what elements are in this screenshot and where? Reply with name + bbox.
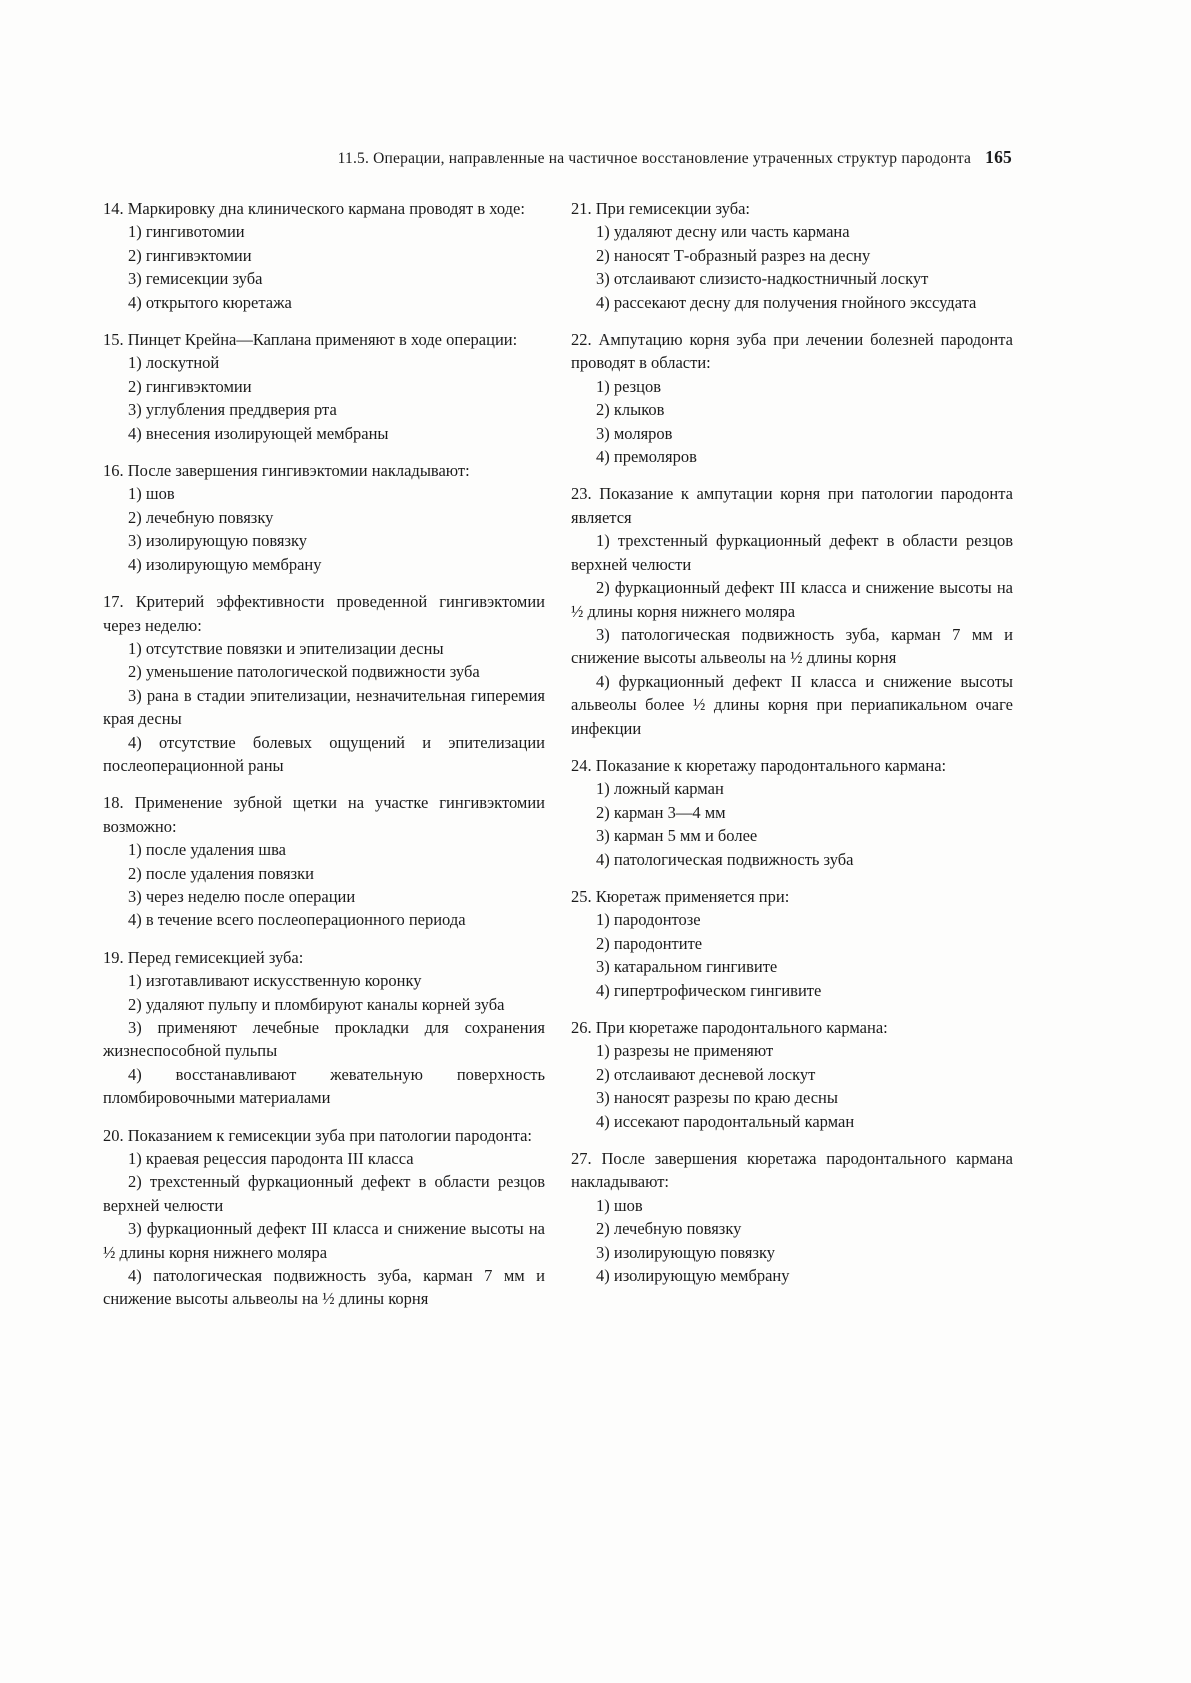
question-option: 3) изолирующую повязку: [128, 531, 308, 551]
question-27: [571, 1147, 1013, 1287]
question-option: 1) изготавливают искусственную коронку: [128, 971, 422, 991]
question-option: 4) рассекают десну для получения гнойного экссудата: [596, 292, 977, 312]
question-option: 4) в течение всего послеоперационного периода: [128, 910, 466, 930]
page-number: 165: [985, 147, 1012, 167]
question-20: [103, 1124, 545, 1311]
question-option: 3) углубления преддверия рта: [128, 400, 337, 420]
question-stem: 27. После завершения кюретажа пародонтального кармана накладывают:: [571, 1149, 1013, 1192]
question-option: 4) изолирующую мембрану: [128, 554, 322, 574]
question-option: 3) моляров: [596, 423, 673, 443]
running-header: [100, 147, 1012, 168]
question-stem: 24. Показание к кюретажу пародонтального кармана:: [571, 755, 947, 775]
question-stem: 18. Применение зубной щетки на участке гингивэктомии возможно:: [103, 793, 545, 836]
column-right: [571, 197, 1013, 1325]
question-stem: 20. Показанием к гемисекции зуба при патологии пародонта:: [103, 1125, 533, 1145]
text-columns: [103, 197, 1013, 1325]
question-option: 3) через неделю после операции: [128, 886, 356, 906]
question-option: 2) удаляют пульпу и пломбируют каналы корней зуба: [128, 994, 505, 1014]
question-option: 4) премоляров: [596, 447, 697, 467]
question-option: 4) иссекают пародонтальный карман: [596, 1111, 855, 1131]
question-option: 1) после удаления шва: [128, 840, 286, 860]
question-option: 2) уменьшение патологической подвижности зуба: [128, 662, 480, 682]
question-23: [571, 482, 1013, 739]
question-option: 1) гингивотомии: [128, 222, 245, 242]
question-option: 1) лоскутной: [128, 353, 220, 373]
question-option: 3) гемисекции зуба: [128, 269, 263, 289]
question-option: 2) лечебную повязку: [128, 507, 274, 527]
question-option: 1) краевая рецессия пародонта III класса: [128, 1149, 414, 1169]
question-25: [571, 885, 1013, 1002]
question-option: 4) восстанавливают жевательную поверхность пломбировочными материалами: [103, 1064, 545, 1108]
question-option: 4) патологическая подвижность зуба: [596, 849, 854, 869]
question-stem: 15. Пинцет Крейна—Каплана применяют в ходе операции:: [103, 330, 518, 350]
question-option: 2) пародонтите: [596, 933, 703, 953]
question-option: 1) шов: [128, 484, 175, 504]
question-option: 2) карман 3—4 мм: [596, 802, 726, 822]
question-stem: 22. Ампутацию корня зуба при лечении болезней пародонта проводят в области:: [571, 330, 1013, 373]
question-stem: 26. При кюретаже пародонтального кармана:: [571, 1018, 888, 1037]
question-stem: 25. Кюретаж применяется при:: [571, 886, 790, 906]
question-option: 2) после удаления повязки: [128, 863, 314, 883]
question-option: 3) отслаивают слизисто-надкостничный лоскут: [596, 269, 929, 289]
question-option: 3) рана в стадии эпителизации, незначительная гиперемия края десны: [103, 685, 545, 729]
question-option: 1) резцов: [596, 376, 662, 396]
question-16: [103, 459, 545, 576]
question-17: [103, 590, 545, 777]
question-stem: 19. Перед гемисекцией зуба:: [103, 947, 304, 967]
question-option: 2) трехстенный фуркационный дефект в области резцов верхней челюсти: [103, 1172, 545, 1215]
question-option: 1) отсутствие повязки и эпителизации десны: [128, 638, 444, 658]
question-option: 4) изолирующую мембрану: [596, 1266, 790, 1286]
question-stem: 23. Показание к ампутации корня при патологии пародонта является: [571, 484, 1013, 527]
question-21: [571, 197, 1013, 314]
question-option: 1) трехстенный фуркационный дефект в области резцов верхней челюсти: [571, 531, 1013, 574]
question-option: 1) шов: [596, 1195, 643, 1215]
question-stem: 21. При гемисекции зуба:: [571, 199, 751, 218]
question-option: 4) внесения изолирующей мембраны: [128, 423, 389, 443]
question-option: 2) фуркационный дефект III класса и снижение высоты на ½ длины корня нижнего моляра: [571, 578, 1013, 621]
column-left: [103, 197, 545, 1325]
question-option: 1) разрезы не применяют: [596, 1041, 774, 1061]
question-26: [571, 1016, 1013, 1133]
question-option: 3) применяют лечебные прокладки для сохранения жизнеспособной пульпы: [103, 1018, 545, 1061]
question-option: 3) изолирующую повязку: [596, 1242, 776, 1262]
question-19: [103, 946, 545, 1110]
question-option: 3) патологическая подвижность зуба, карман 7 мм и снижение высоты альвеолы на ½ длины корня: [571, 624, 1013, 668]
question-15: [103, 328, 545, 445]
question-24: [571, 754, 1013, 871]
question-option: 2) отслаивают десневой лоскут: [596, 1064, 816, 1084]
question-option: 1) удаляют десну или часть кармана: [596, 222, 850, 242]
section-title: 11.5. Операции, направленные на частичное восстановление утраченных структур пародонта: [337, 150, 972, 167]
question-option: 3) наносят разрезы по краю десны: [596, 1088, 838, 1108]
question-option: 3) катаральном гингивите: [596, 957, 778, 977]
question-stem: 16. После завершения гингивэктомии накладывают:: [103, 461, 470, 481]
question-stem: 14. Маркировку дна клинического кармана проводят в ходе:: [103, 199, 525, 218]
question-14: [103, 197, 545, 314]
question-option: 3) карман 5 мм и более: [596, 826, 758, 846]
question-option: 2) наносят Т-образный разрез на десну: [596, 245, 871, 265]
question-option: 1) пародонтозе: [596, 910, 701, 930]
question-option: 2) гингивэктомии: [128, 376, 252, 396]
question-option: 4) патологическая подвижность зуба, карман 7 мм и снижение высоты альвеолы на ½ длины корня: [103, 1266, 545, 1309]
question-stem: 17. Критерий эффективности проведенной гингивэктомии через неделю:: [103, 592, 545, 635]
question-option: 4) отсутствие болевых ощущений и эпителизации послеоперационной раны: [103, 732, 545, 775]
question-option: 4) гипертрофическом гингивите: [596, 980, 822, 1000]
question-22: [571, 328, 1013, 468]
question-option: 4) фуркационный дефект II класса и снижение высоты альвеолы более ½ длины корня при периапикальном очаге инфекции: [571, 671, 1013, 738]
question-option: 2) клыков: [596, 400, 665, 420]
question-option: 3) фуркационный дефект III класса и снижение высоты на ½ длины корня нижнего моляра: [103, 1219, 545, 1262]
question-option: 2) лечебную повязку: [596, 1219, 742, 1239]
question-option: 2) гингивэктомии: [128, 245, 252, 265]
question-option: 4) открытого кюретажа: [128, 292, 292, 312]
question-option: 1) ложный карман: [596, 779, 724, 799]
question-18: [103, 791, 545, 931]
